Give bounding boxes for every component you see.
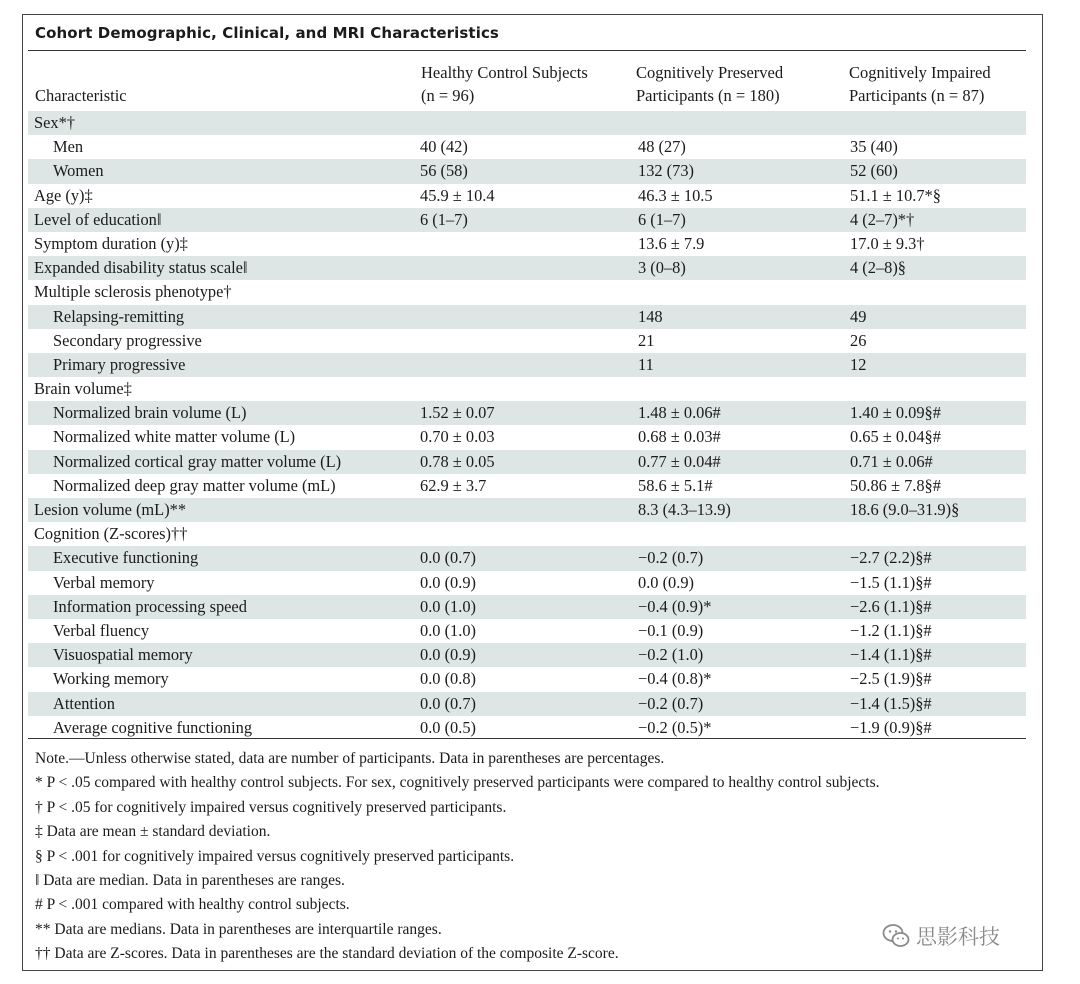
cell-cognitively-impaired: 1.40 ± 0.09§# [850, 403, 941, 423]
table-row [28, 305, 1026, 329]
header-line2: Participants (n = 87) [849, 86, 985, 105]
table-row [28, 546, 1026, 570]
table-row [28, 522, 1026, 546]
cell-cognitively-preserved: 46.3 ± 10.5 [638, 185, 713, 205]
cell-cognitively-impaired: 35 (40) [850, 137, 898, 157]
row-label: Normalized deep gray matter volume (mL) [53, 475, 336, 495]
row-label: Primary progressive [53, 354, 186, 374]
row-label: Relapsing-remitting [53, 306, 185, 326]
table-row [28, 571, 1026, 595]
cell-healthy-controls: 0.78 ± 0.05 [420, 451, 495, 471]
cell-healthy-controls: 0.0 (0.8) [420, 669, 476, 689]
footnote: † P < .05 for cognitively impaired versus cognitively preserved participants. [35, 798, 507, 816]
cell-cognitively-preserved: 58.6 ± 5.1# [638, 475, 713, 495]
row-label: Symptom duration (y)‡ [34, 233, 188, 253]
table-title: Cohort Demographic, Clinical, and MRI Characteristics [35, 24, 499, 42]
row-label: Average cognitive functioning [53, 717, 253, 737]
row-label: Executive functioning [53, 548, 199, 568]
cell-cognitively-impaired: −2.6 (1.1)§# [850, 596, 932, 616]
row-label: Women [53, 161, 104, 181]
cell-cognitively-preserved: 48 (27) [638, 137, 686, 157]
table-notes [35, 747, 880, 967]
cell-cognitively-preserved: −0.2 (0.7) [638, 548, 704, 568]
cell-cognitively-preserved: −0.2 (1.0) [638, 645, 704, 665]
row-label: Expanded disability status scale‖ [34, 258, 248, 278]
cell-healthy-controls: 0.0 (1.0) [420, 596, 476, 616]
row-label: Secondary progressive [53, 330, 202, 350]
cell-cognitively-impaired: −1.9 (0.9)§# [850, 717, 932, 737]
footnote: ‖ Data are median. Data in parentheses are ranges. [35, 872, 345, 890]
table-row [28, 692, 1026, 716]
cell-healthy-controls: 0.70 ± 0.03 [420, 427, 495, 447]
cell-healthy-controls: 62.9 ± 3.7 [420, 475, 487, 495]
watermark [882, 921, 1000, 951]
row-label: Verbal memory [53, 572, 155, 592]
footnote: Note.—Unless otherwise stated, data are number of participants. Data in parentheses are percentages. [35, 750, 665, 767]
row-label: Information processing speed [53, 596, 247, 616]
cell-cognitively-impaired: 4 (2–8)§ [850, 258, 906, 278]
cell-cognitively-impaired: 0.65 ± 0.04§# [850, 427, 941, 447]
cell-cognitively-preserved: 0.68 ± 0.03# [638, 427, 721, 447]
row-label: Age (y)‡ [34, 185, 93, 205]
cell-cognitively-impaired: −1.4 (1.5)§# [850, 693, 932, 713]
row-label: Working memory [53, 669, 169, 689]
cell-cognitively-preserved: 1.48 ± 0.06# [638, 403, 721, 423]
cell-cognitively-preserved: −0.1 (0.9) [638, 620, 704, 640]
table-row [28, 135, 1026, 159]
table-row [28, 377, 1026, 401]
row-label: Men [53, 137, 84, 157]
cell-cognitively-preserved: −0.2 (0.7) [638, 693, 704, 713]
cell-cognitively-impaired: 4 (2–7)*† [850, 209, 915, 229]
header-characteristic [35, 61, 127, 107]
row-label: Lesion volume (mL)** [34, 500, 187, 519]
row-label: Level of education‖ [34, 209, 162, 229]
header-line1 [35, 61, 127, 84]
cell-cognitively-preserved: −0.4 (0.9)* [638, 596, 712, 616]
cell-healthy-controls: 1.52 ± 0.07 [420, 403, 495, 423]
header-cognitively-preserved [636, 61, 783, 107]
cell-cognitively-impaired: −2.7 (2.2)§# [850, 548, 932, 568]
cell-cognitively-preserved: 0.77 ± 0.04# [638, 451, 721, 471]
cell-cognitively-preserved: −0.2 (0.5)* [638, 717, 712, 737]
header-line2: (n = 96) [421, 86, 475, 105]
row-label: Normalized cortical gray matter volume (L) [53, 451, 342, 471]
wechat-icon [882, 923, 910, 949]
table-row [28, 716, 1026, 740]
cell-cognitively-impaired: 12 [850, 354, 867, 374]
row-label: Verbal fluency [53, 620, 150, 640]
cell-cognitively-preserved: 8.3 (4.3–13.9) [638, 500, 731, 519]
cell-cognitively-preserved: 21 [638, 330, 655, 350]
table-row [28, 256, 1026, 280]
table-row [28, 401, 1026, 425]
table-row [28, 667, 1026, 691]
cell-cognitively-preserved: 13.6 ± 7.9 [638, 233, 705, 253]
cell-healthy-controls: 56 (58) [420, 161, 468, 181]
table-row [28, 498, 1026, 522]
header-line1: Healthy Control Subjects [421, 63, 588, 82]
cell-cognitively-preserved: 0.0 (0.9) [638, 572, 694, 592]
table-row [28, 450, 1026, 474]
bottom-rule [28, 738, 1026, 739]
table-row [28, 111, 1026, 135]
cell-cognitively-preserved: 148 [638, 306, 663, 326]
cell-cognitively-impaired: −2.5 (1.9)§# [850, 669, 932, 689]
cell-cognitively-preserved: 11 [638, 354, 654, 374]
header-line1: Cognitively Impaired [849, 63, 991, 82]
cell-cognitively-preserved: 6 (1–7) [638, 209, 686, 229]
table-row [28, 232, 1026, 256]
table-row [28, 474, 1026, 498]
row-label: Sex*† [34, 113, 75, 132]
cell-cognitively-preserved: −0.4 (0.8)* [638, 669, 712, 689]
cell-cognitively-impaired: 18.6 (9.0–31.9)§ [850, 500, 960, 519]
table-row [28, 159, 1026, 183]
cell-cognitively-impaired: −1.4 (1.1)§# [850, 645, 932, 665]
cell-cognitively-impaired: 17.0 ± 9.3† [850, 233, 925, 253]
cell-healthy-controls: 40 (42) [420, 137, 468, 157]
row-label: Brain volume‡ [34, 379, 132, 399]
row-label: Multiple sclerosis phenotype† [34, 282, 232, 302]
table-row [28, 619, 1026, 643]
footnote: †† Data are Z-scores. Data in parentheses are the standard deviation of the composite Z-score. [35, 945, 619, 963]
cell-healthy-controls: 45.9 ± 10.4 [420, 185, 495, 205]
table-row [28, 280, 1026, 304]
cell-healthy-controls: 0.0 (0.9) [420, 572, 476, 592]
table-body [28, 111, 1026, 740]
header-healthy-controls [421, 61, 588, 107]
header-line1: Cognitively Preserved [636, 63, 784, 82]
table-row [28, 595, 1026, 619]
table-row [28, 208, 1026, 232]
row-label: Cognition (Z-scores)†† [34, 524, 188, 544]
cell-cognitively-impaired: 26 [850, 330, 867, 350]
header-line2: Characteristic [35, 86, 127, 105]
cell-healthy-controls: 0.0 (0.7) [420, 548, 476, 568]
row-label: Normalized brain volume (L) [53, 403, 247, 423]
table-row [28, 329, 1026, 353]
cell-cognitively-preserved: 3 (0–8) [638, 258, 686, 278]
footnote: ** Data are medians. Data in parentheses are interquartile ranges. [35, 920, 442, 938]
table-row [28, 643, 1026, 667]
cell-cognitively-impaired: 51.1 ± 10.7*§ [850, 185, 941, 205]
cell-cognitively-impaired: −1.2 (1.1)§# [850, 620, 932, 640]
watermark-text: 思影科技 [916, 925, 1000, 949]
header-cognitively-impaired [849, 61, 991, 107]
row-label: Visuospatial memory [53, 645, 193, 665]
cell-cognitively-impaired: 49 [850, 306, 867, 326]
cell-healthy-controls: 0.0 (1.0) [420, 620, 476, 640]
cell-healthy-controls: 0.0 (0.7) [420, 693, 476, 713]
header-line2: Participants (n = 180) [636, 86, 780, 105]
cell-cognitively-impaired: 52 (60) [850, 161, 898, 181]
cell-cognitively-impaired: −1.5 (1.1)§# [850, 572, 932, 592]
cell-healthy-controls: 0.0 (0.9) [420, 645, 476, 665]
cell-cognitively-preserved: 132 (73) [638, 161, 694, 181]
top-rule [28, 50, 1026, 51]
cell-cognitively-impaired: 50.86 ± 7.8§# [850, 475, 941, 495]
table-row [28, 184, 1026, 208]
table-row [28, 425, 1026, 449]
row-label: Attention [53, 693, 115, 713]
footnote: * P < .05 compared with healthy control subjects. For sex, cognitively preserved participants were compared to healthy control subjects. [35, 774, 880, 792]
table-row [28, 353, 1026, 377]
cell-healthy-controls: 0.0 (0.5) [420, 717, 476, 737]
footnote: § P < .001 for cognitively impaired versus cognitively preserved participants. [35, 847, 515, 865]
cell-healthy-controls: 6 (1–7) [420, 209, 468, 229]
footnote: # P < .001 compared with healthy control subjects. [35, 896, 350, 914]
footnote: ‡ Data are mean ± standard deviation. [35, 823, 271, 841]
row-label: Normalized white matter volume (L) [53, 427, 296, 447]
cell-cognitively-impaired: 0.71 ± 0.06# [850, 451, 933, 471]
